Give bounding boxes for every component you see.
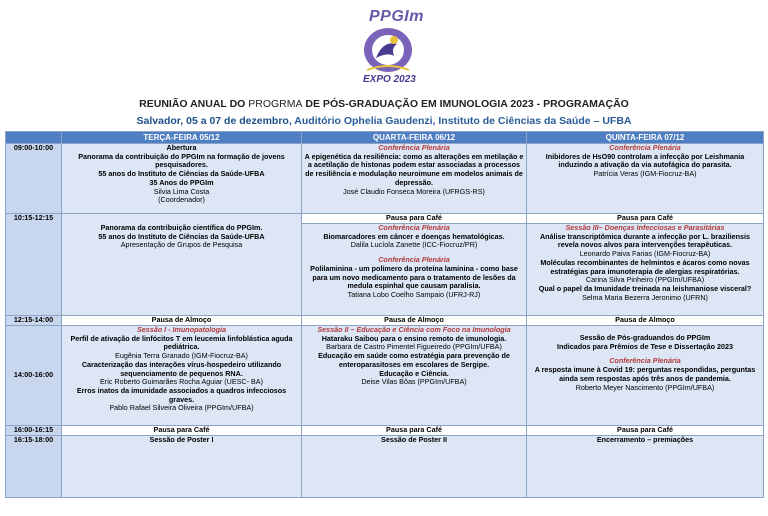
cell-text: 55 anos do Instituto de Ciências da Saúde-UFBA [98,169,265,179]
day-header: QUINTA-FEIRA 07/12 [527,132,764,144]
coffee-break: Pausa para Café [302,214,527,224]
wed-conferences-cell [302,224,527,316]
logo-name: PPGIm [369,8,424,25]
time-slot: 09:00-10:00 [6,144,62,214]
talk-author: José Claudio Fonseca Moreira (UFRGS-RS) [343,186,485,196]
ppgim-expo-logo [355,8,424,88]
talk-title: Inibidores de HsO90 controlam a infecção por Leishmania induzindo a ativação da via autofágica do parasita. [545,151,745,170]
table-header-row [6,132,764,144]
table-row [6,426,764,436]
schedule-table [5,131,764,498]
talk-author: Dalila Lucíola Zanette (ICC-Fiocruz/PR) [350,240,478,250]
talk-title: Moléculas recombinantes de helmintos e ácaros como novas estratégias para imunoterapia de alergias respiratórias. [540,257,750,276]
talk-title: Qual o papel da Imunidade treinada na leishmaniose visceral? [538,283,752,293]
talk-author: Carina Silva Pinheiro (PPGIm/UFBA) [585,275,705,285]
talk-author: Patrícia Veras (IGM-Fiocruz-BA) [593,169,697,179]
day-header: TERÇA-FEIRA 05/12 [62,132,302,144]
subtitle-part: Auditório Ophelia Gaudenzi, Instituto de Ciências da Saúde – UFBA [294,115,632,127]
table-row [6,214,764,224]
tue-poster-session: Sessão de Poster I [62,436,302,498]
coffee-break: Pausa para Café [527,214,764,224]
coffee-break: Pausa para Café [527,426,764,436]
cell-text: Panorama da contribuição científica do PPGIm. [100,223,263,232]
session-label: Sessão III– Doenças Infecciosas e Parasitárias [565,223,725,232]
table-row [6,326,764,426]
corner-cell [6,132,62,144]
cell-text: Apresentação de Grupos de Pesquisa [120,240,243,250]
lunch-break: Pausa de Almoço [62,316,302,326]
thu-session-cell [527,224,764,316]
talk-author: Pablo Rafael Silveira Oliveira (PPGIm/UFBA) [109,403,254,413]
tue-opening-cell [62,144,302,214]
cell-text: 35 Anos do PPGIm [149,177,214,187]
talk-title: Hataraku Saibou para o ensino remoto de imunologia. [321,333,507,343]
time-slot: 14:00-16:00 [6,326,62,426]
page-subtitle [0,115,768,127]
talk-title: Perfil de ativação de linfócitos T em leucemia linfoblástica aguda pediátrica. [70,333,293,352]
talk-title: A resposta imune à Covid 19: perguntas respondidas, perguntas ainda sem respostas após três anos de pandemia. [534,365,756,383]
page-title [0,98,768,110]
talk-title: Polilaminina - um polímero da proteína laminina - como base para um novo medicamento para o tratamento de lesões da medula espinhal que causam paralisia. [310,263,518,291]
time-slot: 12:15-14:00 [6,316,62,326]
day-header: QUARTA-FEIRA 06/12 [302,132,527,144]
time-slot: 10:15-12:15 [6,214,62,316]
session-label: Sessão I - Imunopatologia [136,325,227,334]
logo-emblem-icon [361,18,415,76]
talk-title: Biomarcadores em câncer e doenças hematológicas. [323,231,505,241]
talk-author: Leonardo Paiva Farias (IGM-Fiocruz-BA) [579,249,711,259]
lunch-break: Pausa de Almoço [527,316,764,326]
title-part: PROGRMA [248,98,303,110]
talk-title: Análise transcriptômica durante a infecção por L. braziliensis revela novos alvos para intervenções terapêuticas. [539,231,751,250]
talk-author: Tatiana Lobo Coelho Sampaio (UFRJ-RJ) [347,289,481,299]
time-slot: 16:00-16:15 [6,426,62,436]
thu-grad-session-cell [527,326,764,426]
talk-title: Caracterização das interações vírus-hospedeiro utilizando sequenciamento de pequenos RNA. [81,359,282,378]
session-label: Conferência Plenária [609,356,681,366]
subtitle-part: Salvador, 05 a 07 de dezembro, [136,115,295,127]
table-row [6,436,764,498]
tue-session-cell [62,326,302,426]
talk-title: Educação em saúde como estratégia para prevenção de enteroparasitoses em escolares de Sergipe. [318,351,510,369]
title-part: DE PÓS-GRADUAÇÃO EM IMUNOLOGIA 2023 - PROGRAMAÇÃO [302,98,629,110]
talk-title: A epigenética da resiliência: como as alterações em metilação e a acetilação de histonas podem estar associadas a processos de resiliência e modulação neuroimune em modelos animais de depressão. [304,151,524,187]
tue-mid-cell [62,214,302,316]
session-label: Conferência Plenária [378,223,450,232]
cell-text: 55 anos do Instituto de Ciências da Saúde-UFBA [98,231,265,241]
wed-conference-cell [302,144,527,214]
session-label: Conferência Plenária [378,143,450,152]
cell-text: Silvia Lima Costa [153,186,210,196]
thu-conference-cell [527,144,764,214]
talk-author: Eric Roberto Guimarães Rocha Aguiar (UESC- BA) [100,377,263,387]
coffee-break: Pausa para Café [302,426,527,436]
logo-tagline: EXPO 2023 [363,74,416,85]
talk-title: Erros inatos da imunidade associados a quadros infecciosos graves. [76,385,287,404]
talk-author: Selma Maria Bezerra Jeronimo (UFRN) [582,292,708,302]
cell-text: Abertura [166,143,197,152]
table-row [6,144,764,214]
cell-text: (Coordenador) [158,195,205,205]
title-part: REUNIÃO ANUAL DO [139,98,249,110]
talk-title: Educação e Ciência. [379,368,449,378]
coffee-break: Pausa para Café [62,426,302,436]
talk-author: Deise Vilas Bôas (PPGIm/UFBA) [361,377,467,387]
wed-session-cell [302,326,527,426]
talk-author: Barbara de Castro Pimentel Figueiredo (PPGIm/UFBA) [326,342,502,352]
time-slot: 16:15-18:00 [6,436,62,498]
session-label: Sessão II – Educação e Ciência com Foco na Imunologia [317,325,511,334]
session-label: Conferência Plenária [609,143,681,152]
thu-closing: Encerramento – premiações [527,436,764,498]
lunch-break: Pausa de Almoço [302,316,527,326]
session-label: Conferência Plenária [378,255,450,265]
table-row [6,316,764,326]
cell-text: Indicados para Prêmios de Tese e Dissertação 2023 [556,341,734,351]
talk-author: Roberto Meyer Nascimento (PPGIm/UFBA) [575,382,715,392]
cell-text: Panorama da contribuição do PPGIm na formação de jovens pesquisadores. [78,151,285,170]
cell-text: Sessão de Pós-graduandos do PPGIm [579,333,711,342]
talk-author: Eugênia Terra Granado (IGM-Fiocruz-BA) [115,351,248,361]
wed-poster-session: Sessão de Poster II [302,436,527,498]
